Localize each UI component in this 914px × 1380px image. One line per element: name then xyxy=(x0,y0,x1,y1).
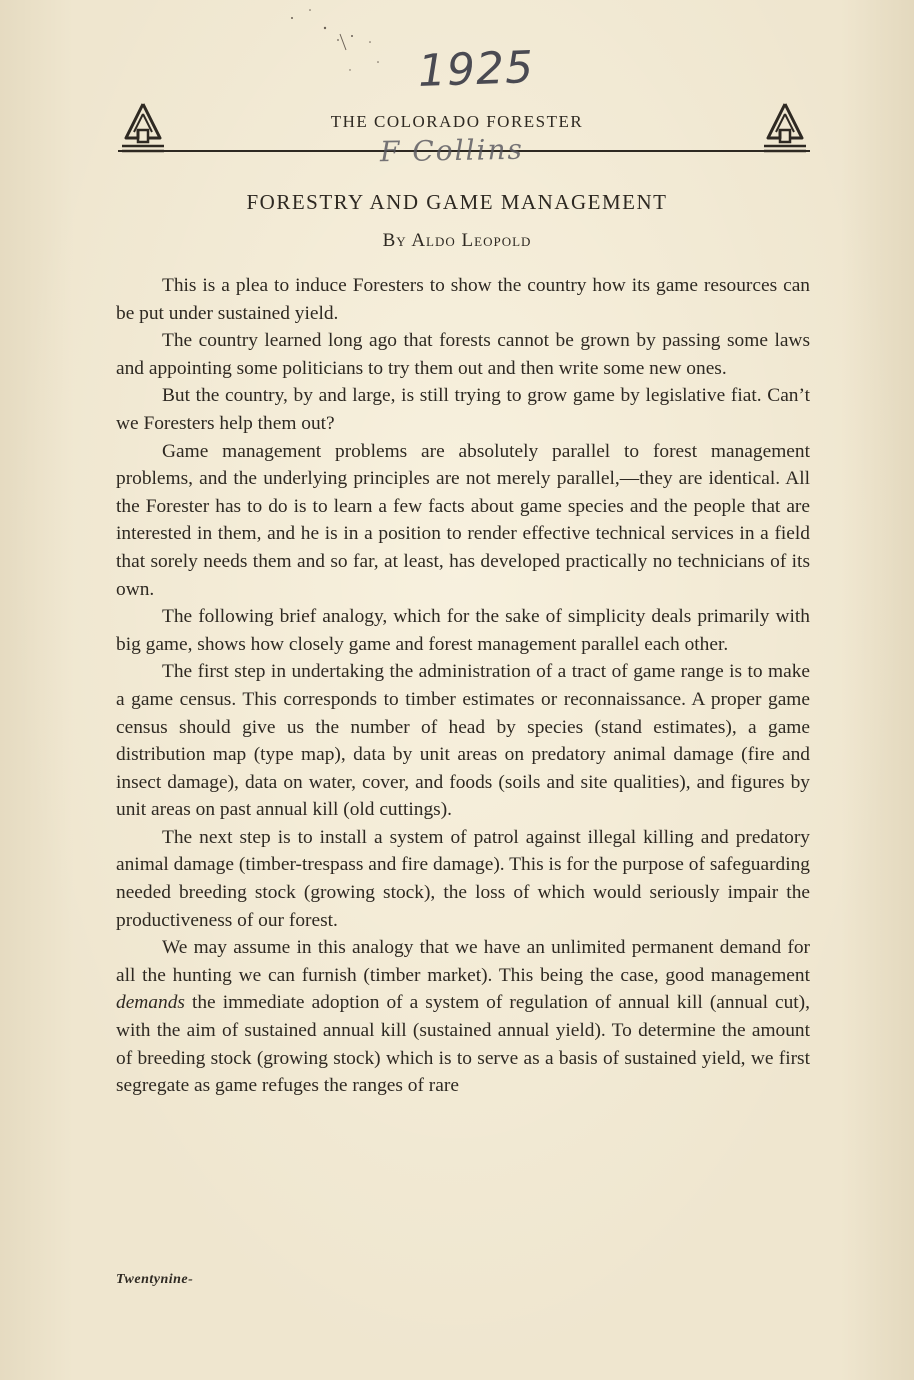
paragraph: Game management problems are absolutely parallel to forest management problems, and the underlying principles are not merely parallel,—they are identical. All the Forester has to do is to learn a few facts about game species and the people that are interested in them, and he is in a position to render effective technical services in a field that sorely needs them and so far, at least, has developed practically no technicians of its own. xyxy=(116,440,810,600)
paragraph-text: We may assume in this analogy that we have an unlimited permanent demand for all the hunting we can furnish (timber market). This being the case, good management xyxy=(116,937,810,986)
article-byline: By Aldo Leopold xyxy=(382,230,532,251)
emphasis-text: demands xyxy=(116,992,185,1014)
tree-logo-icon xyxy=(760,100,810,156)
handwritten-note: F Collins xyxy=(379,132,525,169)
paragraph: But the country, by and large, is still trying to grow game by legislative fiat. Can’t we Foresters help them out? xyxy=(116,385,810,434)
paragraph: The next step is to install a system of patrol against illegal killing and predatory animal damage (timber-trespass and fire damage). This is for the purpose of safeguarding needed breeding stock (growing stock), the loss of which would seriously impair the productiveness of our forest. xyxy=(116,826,810,931)
page-number-label: Twentynine- xyxy=(116,1272,194,1287)
paragraph-text: the immediate adoption of a system of regulation of annual kill (annual cut), with the aim of sustained annual kill (sustained annual yield). To determine the amount of breeding stock (growing stock) which is to serve as a basis of sustained yield, we first segregate as game refuges the ranges of rare xyxy=(116,992,810,1097)
paragraph: The first step in undertaking the administration of a tract of game range is to make a game census. This corresponds to timber estimates or reconnaissance. A proper game census should give us the number of head by species (stand estimates), a game distribution map (type map), data by unit areas on predatory animal damage (fire and insect damage), data on water, cover, and foods (soils and site qualities), and figures by unit areas on past annual kill (old cuttings). xyxy=(116,661,810,821)
paper-specks xyxy=(280,0,400,80)
paragraph: This is a plea to induce Foresters to show the country how its game resources can be put under sustained yield. xyxy=(116,275,810,324)
journal-title: THE COLORADO FORESTER xyxy=(330,112,584,131)
handwritten-year: 1925 xyxy=(417,41,535,98)
paragraph xyxy=(116,934,810,1100)
article-body xyxy=(116,272,810,1100)
paragraph: The following brief analogy, which for the sake of simplicity deals primarily with big game, shows how closely game and forest management parallel each other. xyxy=(116,606,810,655)
article-title: FORESTRY AND GAME MANAGEMENT xyxy=(246,190,668,214)
paragraph: The country learned long ago that forests cannot be grown by passing some laws and appointing some politicians to try them out and then write some new ones. xyxy=(116,330,810,379)
